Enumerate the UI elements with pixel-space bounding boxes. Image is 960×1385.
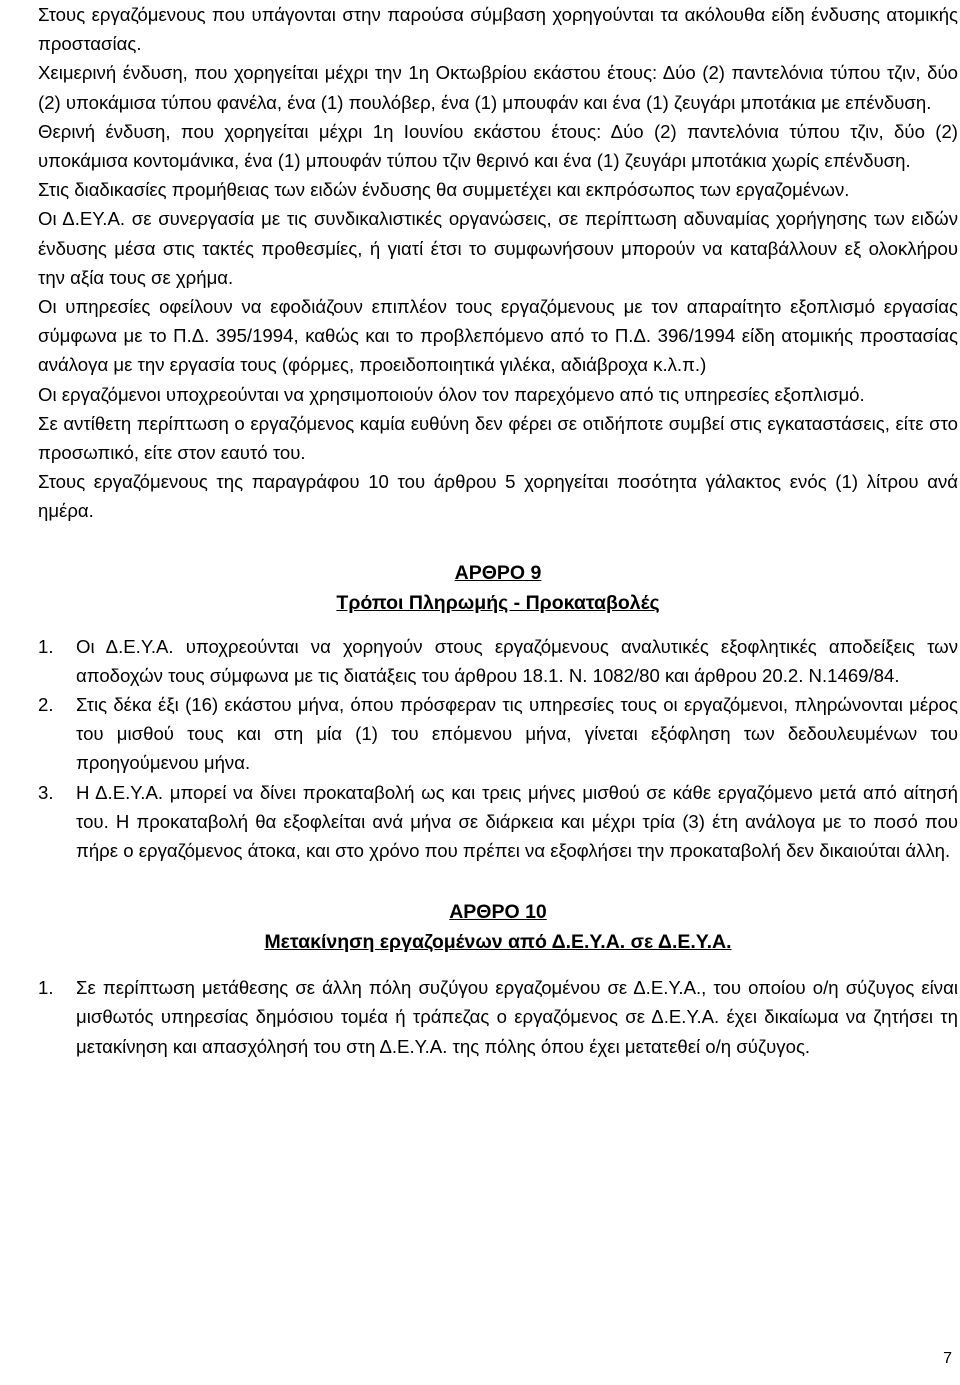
article-10-subtitle: Μετακίνηση εργαζομένων από Δ.Ε.Υ.Α. σε Δ.Ε.Υ.Α.	[264, 931, 732, 954]
article-9-title: ΑΡΘΡΟ 9	[454, 561, 542, 584]
item-text: Η Δ.Ε.Υ.Α. μπορεί να δίνει προκαταβολή ως και τρεις μήνες μισθού σε κάθε εργαζόμενο μετά από αίτησή του. Η προκαταβολή θα εξοφλείται ανά μήνα σε διάρκεια και μέχρι τρία (3) έτη ανάλογα με το ποσό που πήρε ο εργαζόμενος άτοκα, και στο χρόνο που πρέπει να εξοφλήσει την προκαταβολή δεν δικαιούται άλλη.	[76, 781, 958, 862]
article-10	[38, 897, 958, 1061]
item-number: 3.	[38, 781, 54, 803]
paragraph-summer-clothing: Θερινή ένδυση, που χορηγείται μέχρι 1η Ιουνίου εκάστου έτους: Δύο (2) παντελόνια τύπου τζιν, δύο (2) υποκάμισα κοντομάνικα, ένα (1) μπουφάν τύπου τζιν θερινό και ένα (1) ζευγάρι μποτάκια χωρίς επένδυση.	[38, 120, 958, 172]
paragraph-intro: Στους εργαζόμενους που υπάγονται στην παρούσα σύμβαση χορηγούνται τα ακόλουθα είδη ένδυσης ατομικής προστασίας.	[38, 4, 958, 55]
article-9-subtitle: Τρόποι Πληρωμής - Προκαταβολές	[336, 591, 660, 614]
item-number: 1.	[38, 977, 54, 999]
item-text: Σε περίπτωση μετάθεσης σε άλλη πόλη συζύγου εργαζομένου σε Δ.Ε.Υ.Α., του οποίου ο/η σύζυγος είναι μισθωτός υπηρεσίας δημόσιου τομέα ή τράπεζας ο εργαζόμενος σε Δ.Ε.Υ.Α. έχει δικαίωμα να ζητήσει τη μετακίνηση και απασχόλησή του στη Δ.Ε.Υ.Α. της πόλης όπου έχει μετατεθεί ο/η σύζυγος.	[76, 977, 958, 1057]
document-page	[38, 0, 958, 1061]
paragraph-liability: Σε αντίθετη περίπτωση ο εργαζόμενος καμία ευθύνη δεν φέρει σε οτιδήποτε συμβεί στις εγκαταστάσεις, είτε στο προσωπικό, είτε στον εαυτό του.	[38, 412, 958, 464]
article-9-item-1	[38, 632, 958, 690]
article-9	[38, 558, 958, 866]
paragraph-milk: Στους εργαζόμενους της παραγράφου 10 του άρθρου 5 χορηγείται ποσότητα γάλακτος ενός (1) λίτρου ανά ημέρα.	[38, 471, 958, 522]
item-number: 1.	[38, 635, 54, 657]
item-text: Οι Δ.Ε.Υ.Α. υποχρεούνται να χορηγούν στους εργαζόμενους αναλυτικές εξοφλητικές αποδείξεις των αποδοχών τους σύμφωνα με τις διατάξεις του άρθρου 18.1. Ν. 1082/80 και άρθρου 20.2. Ν.1469/84.	[76, 635, 958, 686]
paragraph-obligation: Οι εργαζόμενοι υποχρεούνται να χρησιμοποιούν όλον τον παρεχόμενο από τις υπηρεσίες εξοπλισμό.	[38, 383, 865, 405]
paragraph-cash-payment: Οι Δ.ΕΥ.Α. σε συνεργασία με τις συνδικαλιστικές οργανώσεις, σε περίπτωση αδυναμίας χορήγησης των ειδών ένδυσης μέσα στις τακτές προθεσμίες, ή γιατί έτσι το συμφωνήσουν μπορούν να καταβάλλουν εξ ολοκλήρου την αξία τους σε χρήμα.	[38, 208, 958, 288]
page-number: 7	[943, 1350, 952, 1367]
paragraph-equipment: Οι υπηρεσίες οφείλουν να εφοδιάζουν επιπλέον τους εργαζόμενους με τον απαραίτητο εξοπλισμό εργασίας σύμφωνα με το Π.Δ. 395/1994, καθώς και το προβλεπόμενο από το Π.Δ. 396/1994 είδη ατομικής προστασίας ανάλογα με την εργασία τους (φόρμες, προειδοποιητικά γιλέκα, αδιάβροχα κ.λ.π.)	[38, 296, 958, 376]
item-text: Στις δέκα έξι (16) εκάστου μήνα, όπου πρόσφεραν τις υπηρεσίες τους οι εργαζόμενοι, πληρώνονται μέρος του μισθού τους και στη μία (1) του επόμενου μήνα, γίνεται εξόφληση των δεδουλευμένων του προηγούμενου μήνα.	[76, 694, 958, 774]
article-9-item-2	[38, 690, 958, 778]
article-9-item-3	[38, 778, 958, 866]
paragraph-procurement: Στις διαδικασίες προμήθειας των ειδών ένδυσης θα συμμετέχει και εκπρόσωπος των εργαζομένων.	[38, 179, 850, 201]
item-number: 2.	[38, 694, 54, 716]
clothing-section	[38, 0, 958, 526]
paragraph-winter-clothing: Χειμερινή ένδυση, που χορηγείται μέχρι την 1η Οκτωβρίου εκάστου έτους: Δύο (2) παντελόνια τύπου τζιν, δύο (2) υποκάμισα τύπου φανέλα, ένα (1) πουλόβερ, ένα (1) μπουφάν και ένα (1) ζευγάρι μποτάκια με επένδυση.	[38, 62, 958, 113]
article-10-item-1	[38, 973, 958, 1061]
article-10-title: ΑΡΘΡΟ 10	[449, 901, 547, 924]
